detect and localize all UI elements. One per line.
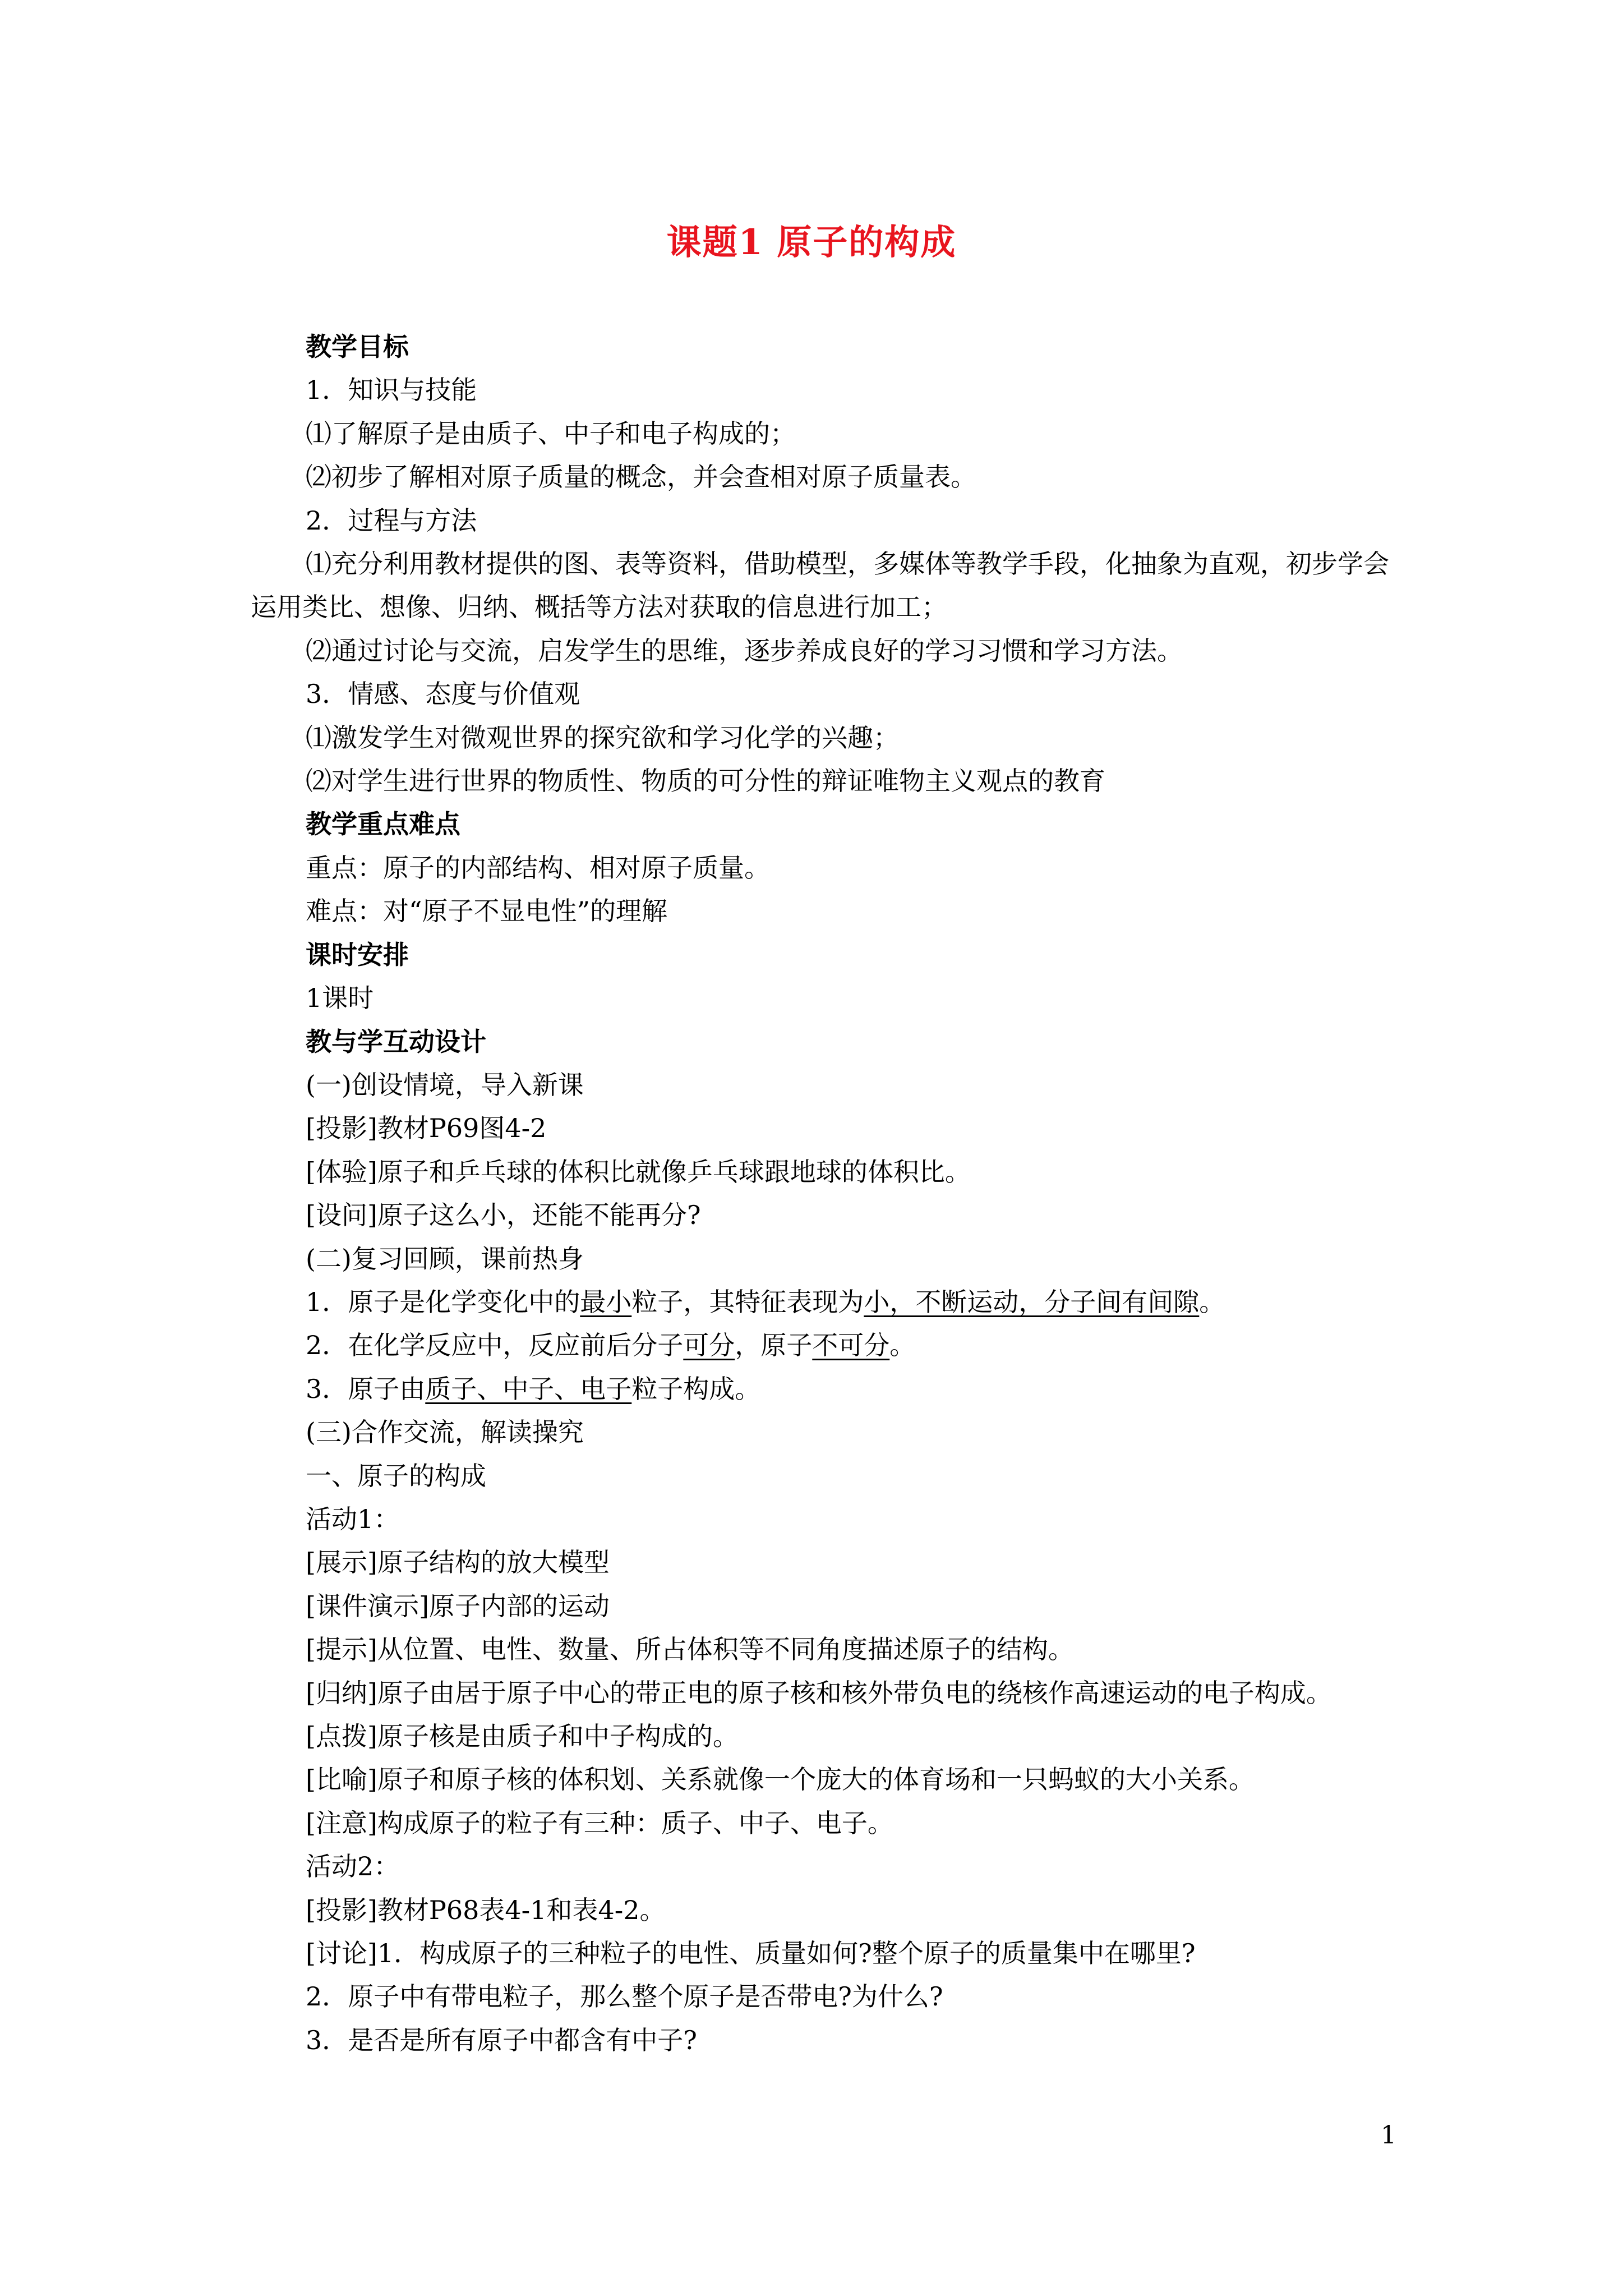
paragraph: 3．情感、态度与价值观 — [306, 679, 580, 710]
paragraph — [251, 1324, 1397, 1367]
text-run: 。 — [1199, 1286, 1225, 1317]
paragraph — [251, 1368, 1397, 1411]
section-heading: 教学目标 — [306, 332, 409, 362]
paragraph: ⑴激发学生对微观世界的探究欲和学习化学的兴趣； — [306, 722, 899, 753]
paragraph: (三)合作交流，解读操究 — [306, 1417, 584, 1448]
paragraph: (一)创设情境，导入新课 — [306, 1069, 584, 1100]
text-run: 。 — [889, 1330, 916, 1361]
paragraph: 活动2： — [306, 1851, 400, 1882]
section-heading: 课时安排 — [306, 939, 409, 970]
paragraph: ⑵通过讨论与交流，启发学生的思维，逐步养成良好的学习习惯和学习方法。 — [306, 635, 1183, 666]
paragraph: (二)复习回顾，课前热身 — [306, 1243, 584, 1274]
underlined-answer: 质子、中子、电子 — [425, 1373, 632, 1404]
document-title: 课题1 原子的构成 — [666, 222, 957, 263]
paragraph: [归纳]原子由居于原子中心的带正电的原子核和核外带负电的绕核作高速运动的电子构成。 — [306, 1677, 1332, 1708]
paragraph: [课件演示]原子内部的运动 — [306, 1590, 610, 1621]
document-body — [251, 325, 1397, 2062]
text-run: 粒子，其特征表现为 — [631, 1286, 864, 1317]
paragraph: ⑴充分利用教材提供的图、表等资料，借助模型，多媒体等教学手段，化抽象为直观，初步学会运用类比、想像、归纳、概括等方法对获取的信息进行加工； — [251, 549, 1389, 623]
paragraph: 2．原子中有带电粒子，那么整个原子是否带电?为什么? — [306, 1981, 943, 2012]
section-heading: 教学重点难点 — [306, 809, 460, 840]
underlined-answer: 小，不断运动，分子间有间隙 — [864, 1286, 1200, 1317]
paragraph: [注意]构成原子的粒子有三种：质子、中子、电子。 — [306, 1807, 893, 1838]
paragraph: 难点：对“原子不显电性”的理解 — [306, 896, 668, 927]
paragraph: ⑴了解原子是由质子、中子和电子构成的； — [306, 418, 796, 449]
paragraph: ⑵对学生进行世界的物质性、物质的可分性的辩证唯物主义观点的教育 — [306, 766, 1105, 797]
paragraph: 2．过程与方法 — [306, 505, 477, 536]
paragraph: 1课时 — [306, 983, 374, 1014]
paragraph: [讨论]1．构成原子的三种粒子的电性、质量如何?整个原子的质量集中在哪里? — [306, 1938, 1196, 1969]
paragraph: [比喻]原子和原子核的体积划、关系就像一个庞大的体育场和一只蚂蚁的大小关系。 — [306, 1764, 1255, 1795]
text-run: 2．在化学反应中，反应前后分子 — [306, 1330, 684, 1361]
underlined-answer: 可分 — [683, 1330, 735, 1361]
paragraph: [展示]原子结构的放大模型 — [306, 1547, 610, 1578]
text-run: ，原子 — [735, 1330, 813, 1361]
paragraph: [体验]原子和乒乓球的体积比就像乒乓球跟地球的体积比。 — [306, 1156, 971, 1187]
paragraph: [点拨]原子核是由质子和中子构成的。 — [306, 1721, 739, 1751]
section-heading: 教与学互动设计 — [306, 1026, 486, 1057]
paragraph: 1．知识与技能 — [306, 375, 477, 406]
paragraph: 活动1： — [306, 1503, 400, 1534]
paragraph: [投影]教材P69图4-2 — [306, 1113, 547, 1144]
paragraph: [提示]从位置、电性、数量、所占体积等不同角度描述原子的结构。 — [306, 1634, 1074, 1665]
text-run: 3．原子由 — [306, 1373, 426, 1404]
underlined-answer: 最小 — [580, 1286, 632, 1317]
paragraph: [设问]原子这么小，还能不能再分? — [306, 1200, 701, 1231]
paragraph: 3．是否是所有原子中都含有中子? — [306, 2024, 697, 2055]
underlined-answer: 不可分 — [812, 1330, 890, 1361]
paragraph: 一、原子的构成 — [306, 1460, 486, 1491]
paragraph: ⑵初步了解相对原子质量的概念，并会查相对原子质量表。 — [306, 462, 976, 493]
paragraph: 重点：原子的内部结构、相对原子质量。 — [306, 852, 770, 883]
text-run: 粒子构成。 — [631, 1373, 761, 1404]
paragraph: [投影]教材P68表4-1和表4-2。 — [306, 1894, 666, 1925]
page-number: 1 — [1381, 2121, 1396, 2150]
text-run: 1．原子是化学变化中的 — [306, 1286, 580, 1317]
paragraph — [251, 1281, 1397, 1324]
